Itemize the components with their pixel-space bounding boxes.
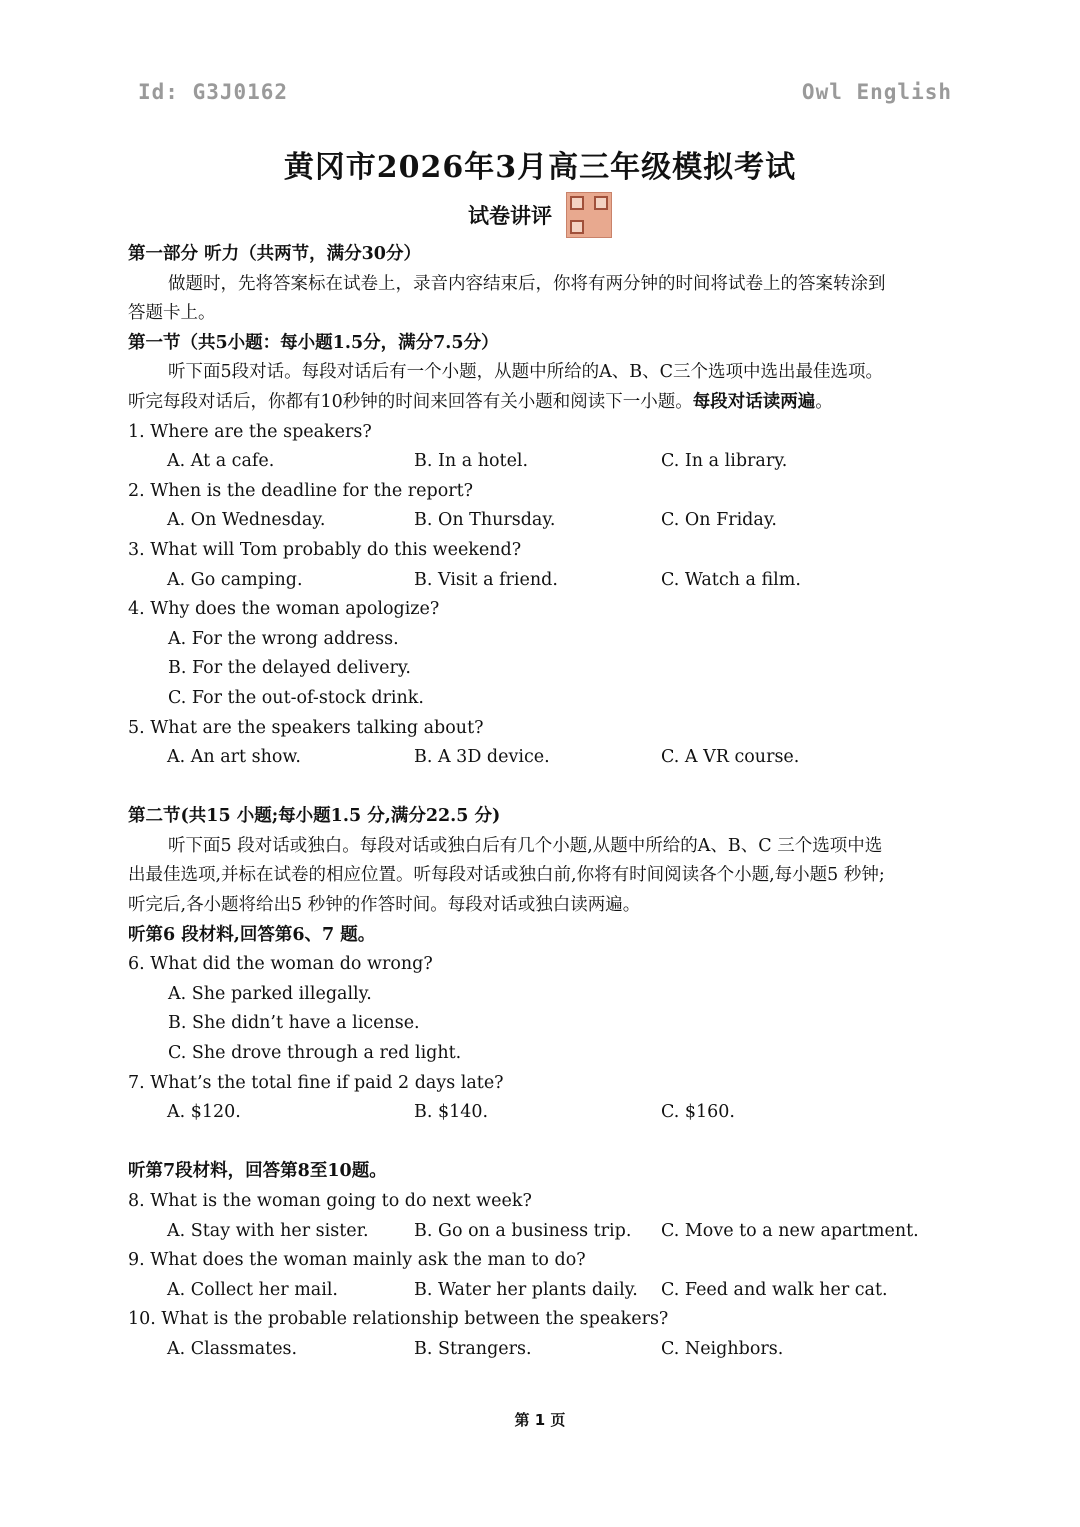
- option-b: B. In a hotel.: [414, 451, 529, 472]
- option-a: A. $120.: [167, 1102, 241, 1123]
- question-9-stem: 9. What does the woman mainly ask the man to do?: [128, 1250, 586, 1271]
- option-a: A. She parked illegally.: [168, 983, 372, 1004]
- question-2-stem: 2. When is the deadline for the report?: [128, 480, 474, 501]
- section2-intro-line1: 听下面5 段对话或独白。每段对话或独白后有几个小题,从题中所给的A、B、C 三个选项中选: [168, 835, 883, 856]
- option-c: C. Feed and walk her cat.: [661, 1279, 888, 1300]
- option-b: B. She didn’t have a license.: [168, 1013, 420, 1034]
- question-7-stem: 7. What’s the total fine if paid 2 days late?: [128, 1072, 504, 1093]
- spacer: [128, 773, 954, 803]
- option-c: C. A VR course.: [661, 747, 800, 768]
- option-b: B. Visit a friend.: [414, 569, 558, 590]
- option-b: B. $140.: [414, 1102, 489, 1123]
- option-c: C. She drove through a red light.: [168, 1043, 462, 1064]
- exam-content: [128, 240, 954, 1365]
- exam-title: 黄冈市2026年3月高三年级模拟考试: [283, 150, 797, 185]
- section1-intro-line1: 听下面5段对话。每段对话后有一个小题，从题中所给的A、B、C三个选项中选出最佳选项。: [168, 362, 884, 383]
- question-6-stem: 6. What did the woman do wrong?: [128, 954, 433, 975]
- option-c: C. Watch a film.: [661, 569, 801, 590]
- option-b: B. Go on a business trip.: [414, 1220, 632, 1241]
- subtitle: 试卷讲评: [468, 203, 552, 228]
- section1-intro-end: 。: [815, 391, 833, 412]
- section1-heading: 第一节（共5小题：每小题1.5分，满分7.5分）: [128, 332, 499, 353]
- option-b: B. Water her plants daily.: [414, 1279, 638, 1300]
- option-a: A. An art show.: [167, 747, 301, 768]
- question-9-options: [128, 1276, 954, 1306]
- question-3-stem: 3. What will Tom probably do this weekend?: [128, 539, 522, 560]
- question-5-stem: 5. What are the speakers talking about?: [128, 717, 484, 738]
- option-c: C. In a library.: [661, 451, 788, 472]
- brand-name: Owl English: [801, 80, 952, 104]
- part1-heading: 第一部分 听力（共两节，满分30分）: [128, 244, 421, 264]
- part1-intro-line1: 做题时，先将答案标在试卷上，录音内容结束后，你将有两分钟的时间将试卷上的答案转涂到: [168, 273, 886, 294]
- option-a: A. Stay with her sister.: [167, 1220, 369, 1241]
- part1-intro-line2: 答题卡上。: [128, 303, 216, 324]
- option-a: A. At a cafe.: [167, 451, 275, 472]
- section1-intro-bold: 每段对话读两遍: [692, 391, 816, 412]
- section1-intro-normal: 听完每段对话后，你都有10秒钟的时间来回答有关小题和阅读下一小题。: [128, 391, 693, 412]
- page-number: 第 1 页: [514, 1411, 566, 1429]
- option-b: B. Strangers.: [414, 1338, 532, 1359]
- question-1-options: [128, 447, 954, 477]
- material-7-heading: 听第7段材料，回答第8至10题。: [128, 1161, 387, 1182]
- option-b: B. For the delayed delivery.: [168, 658, 411, 679]
- qr-code-icon[interactable]: [566, 192, 612, 238]
- option-c: C. On Friday.: [661, 510, 777, 531]
- question-10-stem: 10. What is the probable relationship between the speakers?: [128, 1309, 669, 1330]
- question-5-options: [128, 743, 954, 773]
- question-3-options: [128, 566, 954, 596]
- option-a: A. Collect her mail.: [167, 1279, 338, 1300]
- material-6-heading: 听第6 段材料,回答第6、7 题。: [128, 924, 376, 945]
- question-10-options: [128, 1335, 954, 1365]
- subtitle-row: [0, 192, 1080, 238]
- spacer: [128, 1128, 954, 1158]
- question-8-options: [128, 1217, 954, 1247]
- option-b: B. On Thursday.: [414, 510, 556, 531]
- option-a: A. On Wednesday.: [167, 510, 326, 531]
- question-4-stem: 4. Why does the woman apologize?: [128, 599, 440, 620]
- question-8-stem: 8. What is the woman going to do next week?: [128, 1191, 532, 1211]
- section2-intro-line3: 听完后,各小题将给出5 秒钟的作答时间。每段对话或独白读两遍。: [128, 895, 641, 916]
- question-2-options: [128, 506, 954, 536]
- question-1-stem: 1. Where are the speakers?: [128, 421, 372, 442]
- option-a: A. Go camping.: [167, 569, 303, 590]
- option-a: A. Classmates.: [167, 1338, 298, 1359]
- option-c: C. $160.: [661, 1102, 735, 1123]
- option-c: C. Neighbors.: [661, 1338, 784, 1359]
- exam-id: Id: G3J0162: [138, 80, 289, 104]
- question-7-options: [128, 1098, 954, 1128]
- option-b: B. A 3D device.: [414, 747, 550, 768]
- option-c: C. For the out-of-stock drink.: [168, 687, 424, 708]
- option-c: C. Move to a new apartment.: [661, 1220, 919, 1241]
- option-a: A. For the wrong address.: [168, 628, 399, 649]
- section2-heading: 第二节(共15 小题;每小题1.5 分,满分22.5 分): [128, 806, 501, 827]
- section1-intro-line2: [128, 388, 954, 418]
- section2-intro-line2: 出最佳选项,并标在试卷的相应位置。听每段对话或独白前,你将有时间阅读各个小题,每小题5 秒钟;: [128, 865, 885, 886]
